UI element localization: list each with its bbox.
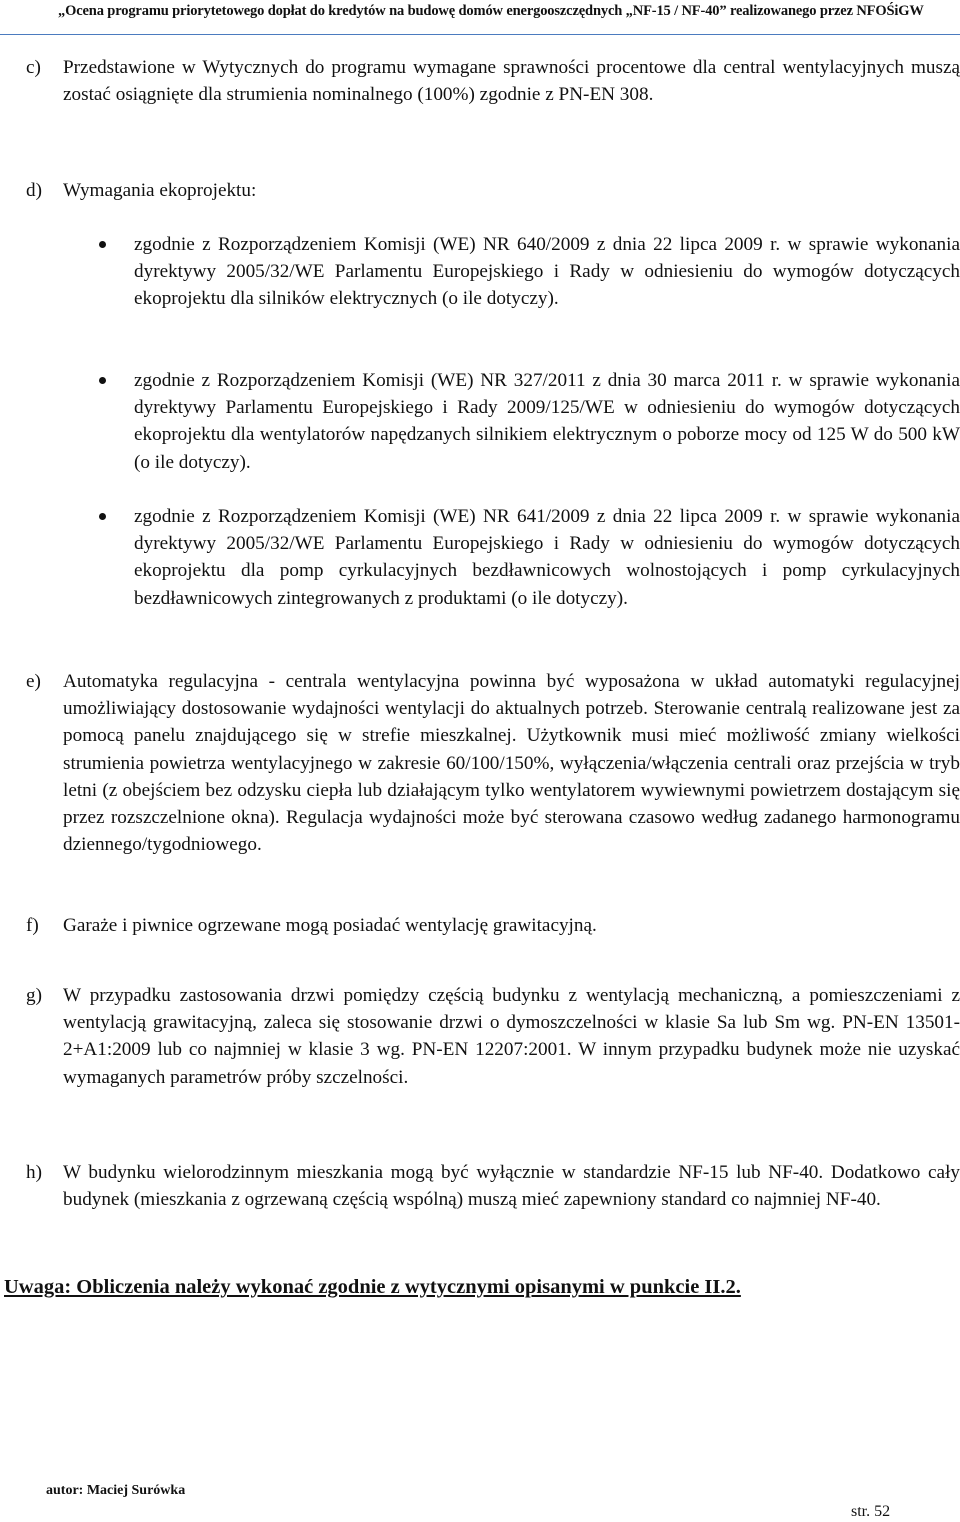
header-title: „Ocena programu priorytetowego dopłat do kredytów na budowę domów energooszczędnych „NF-15 / NF-40” realizowanego przez NFOŚiGW — [58, 3, 924, 19]
item-text: Garaże i piwnice ogrzewane mogą posiadać wentylację grawitacyjną. — [63, 915, 597, 936]
item-text: W przypadku zastosowania drzwi pomiędzy częścią budynku z wentylacją mechaniczną, a pomieszczeniami z wentylacją grawitacyjną, zaleca się stosowanie drzwi o dymoszczelności w klasie Sa lub Sm wg. PN-EN 13501-2+A1:2009 lub co najmniej w klasie 3 wg. PN-EN 12207:2001. W innym przypadku budynek może nie uzyskać wymaganych parametrów próby szczelności. — [63, 985, 960, 1088]
item-marker: g) — [26, 985, 42, 1006]
item-text: Wymagania ekoprojektu: — [63, 180, 257, 201]
list-item-e — [26, 668, 960, 858]
bullet-text: zgodnie z Rozporządzeniem Komisji (WE) NR 640/2009 z dnia 22 lipca 2009 r. w sprawie wykonania dyrektywy 2005/32/WE Parlamentu Europejskiego i Rady w odniesieniu do wymogów dotyczących ekoprojektu dla silników elektrycznych (o ile dotyczy). — [134, 234, 960, 310]
bullet-text: zgodnie z Rozporządzeniem Komisji (WE) NR 327/2011 z dnia 30 marca 2011 r. w sprawie wykonania dyrektywy Parlamentu Europejskiego i Rady 2009/125/WE w odniesieniu do wymogów dotyczących ekoprojektu dla wentylatorów napędzanych silnikiem elektrycznym o poborze mocy od 125 W do 500 kW (o ile dotyczy). — [134, 370, 960, 473]
bullet-icon — [99, 241, 106, 248]
bullet-item — [96, 503, 960, 612]
list-item-c — [26, 54, 960, 108]
item-marker: d) — [26, 180, 42, 201]
item-text: Automatyka regulacyjna - centrala wentylacyjna powinna być wyposażona w układ automatyki regulacyjnej umożliwiający dostosowanie wydajności wentylacji do aktualnych potrzeb. Sterowanie centralą realizowane jest za pomocą panelu znajdującego się w strefie mieszkalnej. Użytkownik musi mieć możliwość zmiany wielkości strumienia powietrza wentylacyjnego w zakresie 60/100/150%, wyłączenia/włączenia centrali oraz przejścia w tryb letni (z obejściem bez odzysku ciepła lub działającym tylko wentylatorem wywiewnymi powietrzem dostającym się przez rozszczelnione okna). Regulacja wydajności może być sterowana czasowo według zadanego harmonogramu dziennego/tygodniowego. — [63, 671, 960, 856]
item-text: W budynku wielorodzinnym mieszkania mogą być wyłącznie w standardzie NF-15 lub NF-40. Dodatkowo cały budynek (mieszkania z ogrzewaną częścią wspólną) muszą mieć zapewniony standard co najmniej NF-40. — [63, 1162, 960, 1211]
bullet-icon — [99, 513, 106, 520]
item-marker: e) — [26, 671, 41, 692]
item-text: Przedstawione w Wytycznych do programu wymagane sprawności procentowe dla central wentylacyjnych muszą zostać osiągnięte dla strumienia nominalnego (100%) zgodnie z PN-EN 308. — [63, 57, 960, 106]
list-item-g — [26, 982, 960, 1091]
page-number: str. 52 — [851, 1503, 891, 1520]
item-marker: f) — [26, 915, 39, 936]
bullet-icon — [99, 377, 106, 384]
bullet-text: zgodnie z Rozporządzeniem Komisji (WE) NR 641/2009 z dnia 22 lipca 2009 r. w sprawie wykonania dyrektywy 2005/32/WE Parlamentu Europejskiego i Rady w odniesieniu do wymogów dotyczących ekoprojektu dla pomp cyrkulacyjnych bezdławnicowych wolnostojących i pomp cyrkulacyjnych bezdławnicowych zintegrowanych z produktami (o ile dotyczy). — [134, 506, 960, 609]
page-header — [0, 0, 960, 35]
item-marker: h) — [26, 1162, 42, 1183]
list-item-f — [26, 912, 960, 939]
note: Uwaga: Obliczenia należy wykonać zgodnie z wytycznymi opisanymi w punkcie II.2. — [4, 1276, 741, 1298]
bullet-item — [96, 367, 960, 476]
footer-author: autor: Maciej Surówka — [46, 1483, 186, 1498]
bullet-item — [96, 231, 960, 313]
list-item-d — [26, 177, 960, 204]
item-marker: c) — [26, 57, 41, 78]
list-item-h — [26, 1159, 960, 1213]
